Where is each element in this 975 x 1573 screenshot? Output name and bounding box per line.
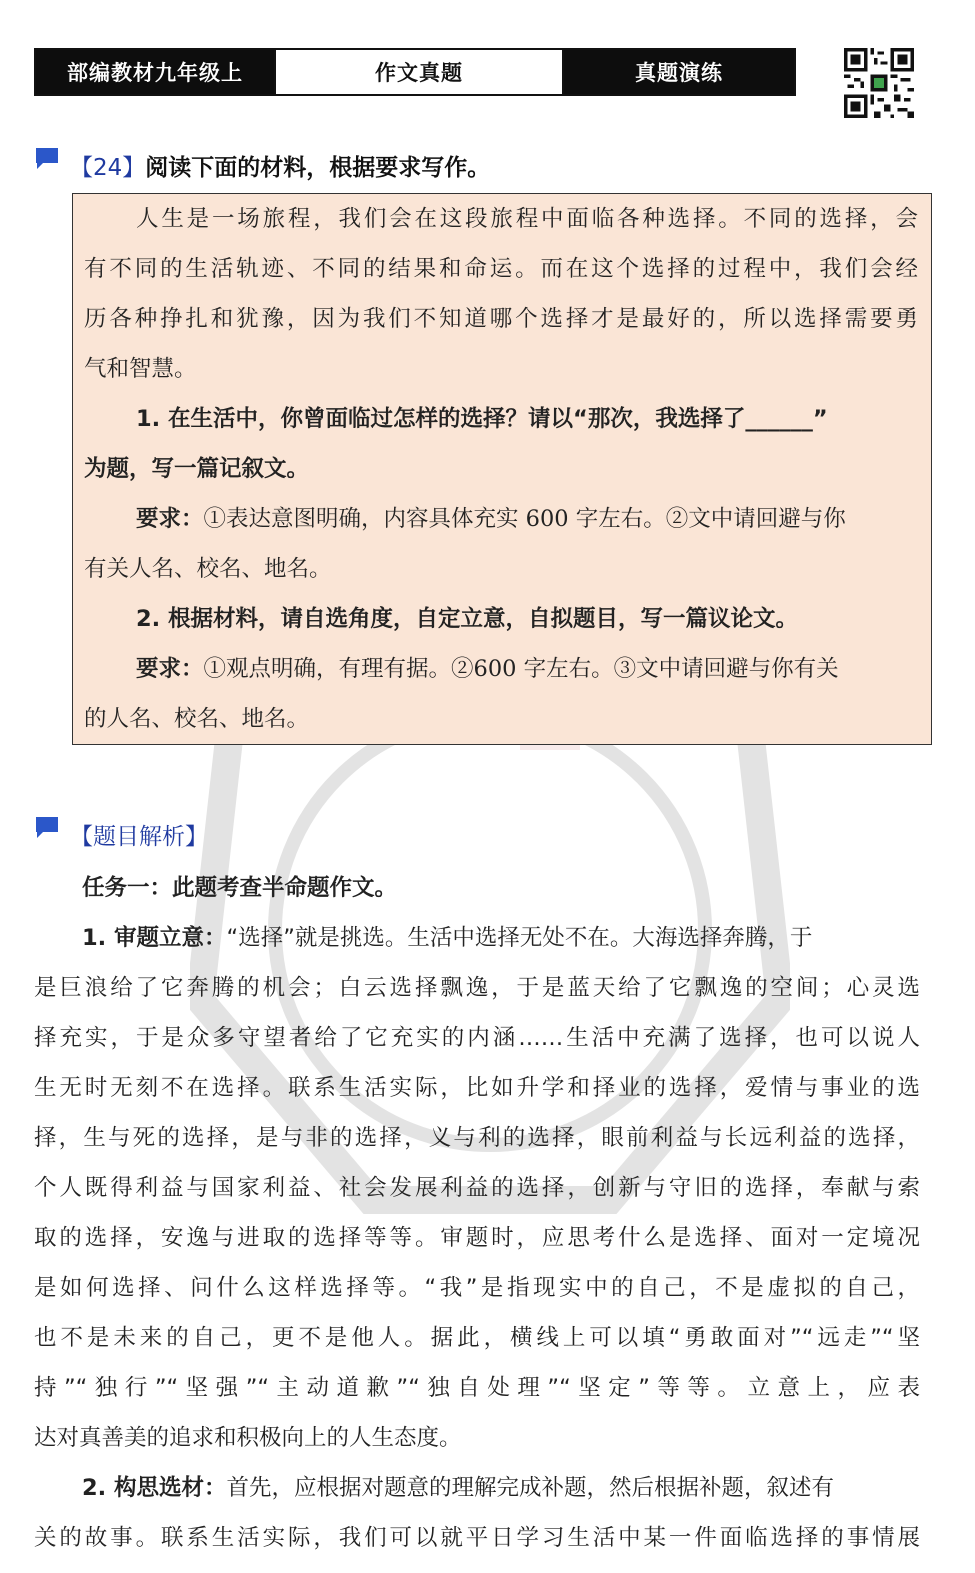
header-topic-label: 作文真题 [274, 50, 564, 94]
p1-label: 1. 审题立意： [82, 925, 227, 951]
question-prompt: 阅读下面的材料，根据要求写作。 [145, 154, 491, 181]
material-line: 气和智慧。 [84, 356, 197, 382]
task1-prompt-cont: 为题，写一篇记叙文。 [84, 456, 310, 482]
requirement-text: ①表达意图明确，内容具体充实 600 字左右。②文中请回避与你 [203, 506, 846, 532]
analysis-line: 是如何选择、问什么这样选择等。“我”是指现实中的自己，不是虚拟的自己， [34, 1275, 920, 1301]
material-line: 有不同的生活轨迹、不同的结果和命运。而在这个选择的过程中，我们会经 [84, 256, 918, 282]
analysis-line: 是巨浪给了它奔腾的机会；白云选择飘逸，于是蓝天给了它飘逸的空间；心灵选 [34, 975, 920, 1001]
material-line: 人生是一场旅程，我们会在这段旅程中面临各种选择。不同的选择，会 [136, 206, 918, 232]
analysis-line: 个人既得利益与国家利益、社会发展利益的选择，创新与守旧的选择，奉献与索 [34, 1175, 920, 1201]
p2-first-text: 首先，应根据对题意的理解完成补题，然后根据补题，叙述有 [226, 1475, 835, 1501]
task1-summary: 任务一：此题考查半命题作文。 [82, 875, 398, 901]
analysis-line: 达对真善美的追求和积极向上的人生态度。 [34, 1425, 462, 1451]
requirement-text: ①观点明确，有理有据。②600 字左右。③文中请回避与你有关 [203, 656, 839, 682]
analysis-line: 取的选择，安逸与进取的选择等等。审题时，应思考什么是选择、面对一定境况 [34, 1225, 920, 1251]
header-grade-label: 部编教材九年级上 [36, 50, 274, 94]
speech-bubble-icon [34, 148, 60, 170]
analysis-line: 择充实，于是众多守望者给了它充实的内涵……生活中充满了选择，也可以说人 [34, 1025, 920, 1051]
question-number: 【24】 [70, 154, 146, 181]
p1-first-text: “选择”就是挑选。生活中选择无处不在。大海选择奔腾，于 [226, 925, 813, 951]
analysis-heading [34, 812, 208, 856]
speech-bubble-icon [34, 817, 60, 839]
analysis-p2-first [82, 1463, 920, 1513]
header-section-label: 真题演练 [564, 50, 794, 94]
task1-prompt: 1. 在生活中，你曾面临过怎样的选择？请以“那次，我选择了______” [136, 406, 828, 432]
requirement-label: 要求： [136, 506, 204, 532]
analysis-line: 也不是未来的自己，更不是他人。据此，横线上可以填“勇敢面对”“远走”“坚 [34, 1325, 920, 1351]
header-bar [34, 48, 796, 96]
task2-requirement [136, 644, 918, 694]
question-heading [34, 143, 490, 187]
analysis-p1-first [82, 913, 920, 963]
analysis-line: 持”“独行”“坚强”“主动道歉”“独自处理”“坚定”等等。立意上，应表 [34, 1375, 920, 1401]
p2-label: 2. 构思选材： [82, 1475, 227, 1501]
requirement-label: 要求： [136, 656, 204, 682]
qr-code-icon [844, 48, 914, 118]
analysis-line: 生无时无刻不在选择。联系生活实际，比如升学和择业的选择，爱情与事业的选 [34, 1075, 920, 1101]
task2-prompt: 2. 根据材料，请自选角度，自定立意，自拟题目，写一篇议论文。 [136, 606, 799, 632]
task2-requirement-cont: 的人名、校名、地名。 [84, 706, 310, 732]
analysis-title: 【题目解析】 [70, 823, 208, 850]
analysis-line: 择，生与死的选择，是与非的选择，义与利的选择，眼前利益与长远利益的选择， [34, 1125, 920, 1151]
task1-requirement-cont: 有关人名、校名、地名。 [84, 556, 332, 582]
analysis-line: 关的故事。联系生活实际，我们可以就平日学习生活中某一件面临选择的事情展 [34, 1525, 920, 1551]
material-line: 历各种挣扎和犹豫，因为我们不知道哪个选择才是最好的，所以选择需要勇 [84, 306, 918, 332]
task1-requirement [136, 494, 918, 544]
